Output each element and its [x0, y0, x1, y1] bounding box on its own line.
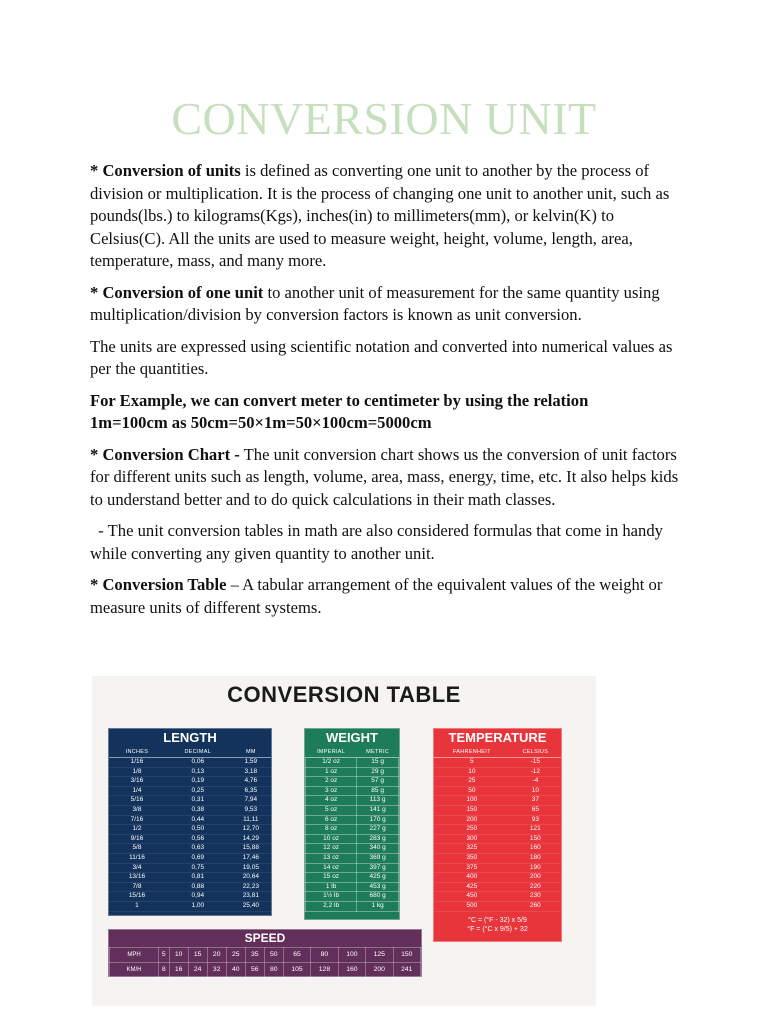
table-cell: 0,75 — [165, 863, 231, 873]
table-cell: 25 — [434, 777, 510, 787]
table-cell: 1 kg — [357, 901, 399, 911]
weight-header-row — [306, 747, 399, 758]
table-row — [306, 863, 399, 873]
table-cell: 15 g — [357, 758, 399, 768]
table-row — [434, 844, 561, 854]
mph-row — [110, 948, 421, 963]
length-header-row — [109, 747, 271, 758]
table-row — [306, 873, 399, 883]
table-cell: 57 g — [357, 777, 399, 787]
table-cell: 9,53 — [231, 805, 271, 815]
table-cell: 12,70 — [231, 825, 271, 835]
table-cell: 0,31 — [165, 796, 231, 806]
table-cell: 4,76 — [231, 777, 271, 787]
table-row — [306, 844, 399, 854]
table-cell: 25,40 — [231, 901, 271, 911]
speed-cell: 56 — [245, 963, 264, 978]
speed-cell: 8 — [159, 963, 170, 978]
table-cell: 220 — [510, 882, 561, 892]
table-cell: 1/2 — [109, 825, 165, 835]
table-row — [306, 777, 399, 787]
table-cell: 425 — [434, 882, 510, 892]
table-row — [306, 767, 399, 777]
speed-cell: 150 — [393, 948, 421, 963]
table-cell: 1/4 — [109, 786, 165, 796]
table-cell: -4 — [510, 777, 561, 787]
term: * Conversion of one unit — [90, 282, 264, 302]
table-cell: 0,81 — [165, 873, 231, 883]
column-header: CELSIUS — [510, 747, 561, 758]
speed-cell: 100 — [338, 948, 365, 963]
speed-cell: 80 — [311, 948, 338, 963]
table-cell: 0,69 — [165, 853, 231, 863]
table-row — [434, 796, 561, 806]
table-cell: 5/16 — [109, 796, 165, 806]
table-cell: 4 oz — [306, 796, 357, 806]
table-cell: 200 — [434, 815, 510, 825]
table-cell: 500 — [434, 901, 510, 911]
table-row — [434, 882, 561, 892]
table-row — [434, 815, 561, 825]
table-cell: 5 oz — [306, 805, 357, 815]
length-heading: LENGTH — [163, 730, 217, 745]
weight-panel — [304, 728, 400, 920]
table-cell: 121 — [510, 825, 561, 835]
table-row — [109, 834, 271, 844]
table-cell: 22,23 — [231, 882, 271, 892]
paragraph-text: to another unit of measurement for the same quantity using multiplication/division by conversion factors is known as unit conversion. — [90, 282, 660, 324]
table-cell: 10 oz — [306, 834, 357, 844]
table-cell: 150 — [434, 805, 510, 815]
speed-cell: 35 — [245, 948, 264, 963]
table-row — [306, 825, 399, 835]
table-row — [109, 873, 271, 883]
body-text — [90, 160, 690, 628]
table-cell: 19,05 — [231, 863, 271, 873]
weight-table — [305, 747, 399, 912]
table-cell: 93 — [510, 815, 561, 825]
table-row — [434, 853, 561, 863]
table-cell: 15 oz — [306, 873, 357, 883]
column-header: METRIC — [357, 747, 399, 758]
table-cell: 17,46 — [231, 853, 271, 863]
table-row — [434, 863, 561, 873]
table-cell: 3 oz — [306, 786, 357, 796]
table-cell: 113 g — [357, 796, 399, 806]
table-row — [306, 815, 399, 825]
table-cell: 5 — [434, 758, 510, 768]
speed-cell: 125 — [366, 948, 393, 963]
table-row — [434, 767, 561, 777]
speed-cell: 40 — [226, 963, 245, 978]
table-cell: 3/16 — [109, 777, 165, 787]
table-cell: 1/8 — [109, 767, 165, 777]
table-cell: 0,56 — [165, 834, 231, 844]
table-row — [109, 844, 271, 854]
temperature-header-row — [434, 747, 561, 758]
example-line-1: For Example, we can convert meter to centimeter by using the relation — [90, 390, 589, 410]
table-cell: 1,00 — [165, 901, 231, 911]
table-cell: 13 oz — [306, 853, 357, 863]
speed-cell: 16 — [169, 963, 188, 978]
table-cell: 6 oz — [306, 815, 357, 825]
speed-cell: 65 — [283, 948, 310, 963]
table-cell: -12 — [510, 767, 561, 777]
table-row — [434, 892, 561, 902]
table-cell: 680 g — [357, 892, 399, 902]
table-cell: 65 — [510, 805, 561, 815]
table-cell: 7,94 — [231, 796, 271, 806]
speed-cell: 5 — [159, 948, 170, 963]
table-cell: 1½ lb — [306, 892, 357, 902]
table-cell: 14,29 — [231, 834, 271, 844]
length-table — [109, 747, 271, 912]
table-cell: 9/16 — [109, 834, 165, 844]
table-cell: 11/16 — [109, 853, 165, 863]
table-cell: 283 g — [357, 834, 399, 844]
paragraph-example — [90, 390, 690, 435]
table-cell: 8 oz — [306, 825, 357, 835]
table-cell: 5/8 — [109, 844, 165, 854]
speed-cell: 32 — [207, 963, 226, 978]
table-cell: 250 — [434, 825, 510, 835]
speed-cell: 80 — [264, 963, 283, 978]
paragraph-scientific-notation: The units are expressed using scientific notation and converted into numerical values as per the quantities. — [90, 336, 673, 378]
table-cell: 450 — [434, 892, 510, 902]
speed-cell: 10 — [169, 948, 188, 963]
table-cell: 50 — [434, 786, 510, 796]
table-row — [306, 901, 399, 911]
table-cell: 7/16 — [109, 815, 165, 825]
column-header: INCHES — [109, 747, 165, 758]
table-cell: 453 g — [357, 882, 399, 892]
paragraph-conversion-chart — [90, 444, 690, 512]
table-cell: 14 oz — [306, 863, 357, 873]
table-cell: 300 — [434, 834, 510, 844]
example-line-2: 1m=100cm as 50cm=50×1m=50×100cm=5000cm — [90, 413, 432, 432]
table-cell: 0,88 — [165, 882, 231, 892]
table-cell: 15,88 — [231, 844, 271, 854]
term: * Conversion Chart - — [90, 444, 240, 464]
table-row — [109, 796, 271, 806]
table-cell: 325 — [434, 844, 510, 854]
table-row — [434, 834, 561, 844]
length-panel — [108, 728, 272, 916]
table-cell: 350 — [434, 853, 510, 863]
table-cell: 6,35 — [231, 786, 271, 796]
weight-rows — [306, 758, 399, 912]
table-cell: 0,44 — [165, 815, 231, 825]
table-cell: 180 — [510, 853, 561, 863]
table-cell: 0,19 — [165, 777, 231, 787]
temperature-table — [434, 747, 561, 912]
table-cell: 0,38 — [165, 805, 231, 815]
conversion-table-image — [92, 676, 596, 1006]
fahrenheit-formula: °F = (°C x 9/5) + 32 — [467, 925, 528, 933]
table-cell: 100 — [434, 796, 510, 806]
table-cell: 2,2 lb — [306, 901, 357, 911]
table-cell: 37 — [510, 796, 561, 806]
table-cell: 397 g — [357, 863, 399, 873]
table-cell: 160 — [510, 844, 561, 854]
table-cell: 11,11 — [231, 815, 271, 825]
table-row — [434, 786, 561, 796]
paragraph-text: The unit conversion chart shows us the conversion of unit factors for different units such as length, volume, area, mass, energy, time, etc. It also helps kids to understand better and to do quick calculations in their math classes. — [90, 444, 679, 509]
table-cell: 1 lb — [306, 882, 357, 892]
table-row — [109, 805, 271, 815]
speed-cell: 20 — [207, 948, 226, 963]
table-cell: 340 g — [357, 844, 399, 854]
table-cell: -15 — [510, 758, 561, 768]
table-cell: 7/8 — [109, 882, 165, 892]
table-cell: 85 g — [357, 786, 399, 796]
speed-cell: 105 — [283, 963, 310, 978]
table-cell: 10 — [510, 786, 561, 796]
term: * Conversion of units — [90, 161, 241, 180]
table-cell: 3/4 — [109, 863, 165, 873]
table-cell: 150 — [510, 834, 561, 844]
table-cell: 230 — [510, 892, 561, 902]
speed-cell: 50 — [264, 948, 283, 963]
speed-cell: 160 — [338, 963, 365, 978]
table-row — [434, 777, 561, 787]
term: * Conversion Table — [90, 575, 227, 594]
table-cell: 1/2 oz — [306, 758, 357, 768]
temperature-formulas — [434, 912, 561, 934]
table-cell: 190 — [510, 863, 561, 873]
table-row — [109, 825, 271, 835]
table-row — [109, 815, 271, 825]
speed-cell: 24 — [188, 963, 207, 978]
paragraph-conversion-of-units — [90, 160, 690, 273]
temperature-rows — [434, 758, 561, 912]
paragraph-conversion-of-one-unit — [90, 282, 690, 327]
table-row — [109, 758, 271, 768]
column-header: FAHRENHEIT — [434, 747, 510, 758]
mph-label: MPH — [110, 948, 159, 963]
temperature-panel — [433, 728, 562, 942]
speed-cell: 128 — [311, 963, 338, 978]
table-row — [109, 853, 271, 863]
table-cell: 200 — [510, 873, 561, 883]
temperature-heading: TEMPERATURE — [448, 730, 547, 745]
table-cell: 13/16 — [109, 873, 165, 883]
speed-cell: 241 — [393, 963, 421, 978]
table-cell: 0,06 — [165, 758, 231, 768]
kmh-row — [110, 963, 421, 978]
table-row — [434, 805, 561, 815]
table-cell: 1 — [109, 901, 165, 911]
table-cell: 0,94 — [165, 892, 231, 902]
table-row — [306, 786, 399, 796]
table-row — [109, 767, 271, 777]
table-cell: 0,13 — [165, 767, 231, 777]
paragraph-conversion-table — [90, 574, 690, 619]
table-cell: 0,50 — [165, 825, 231, 835]
table-cell: 15/16 — [109, 892, 165, 902]
speed-cell: 25 — [226, 948, 245, 963]
table-row — [434, 901, 561, 911]
page-title: CONVERSION UNIT — [171, 93, 597, 144]
paragraph-text: is defined as converting one unit to another by the process of division or multiplication. It is the process of changing one unit to another unit, such as pounds(lbs.) to kilograms(Kgs), inches(in) to millimeters(mm), or kelvin(K) to Celsius(C). All the units are used to measure weight, height, volume, length, area, temperature, mass, and many more. — [90, 161, 670, 270]
length-rows — [109, 758, 271, 912]
table-cell: 29 g — [357, 767, 399, 777]
table-cell: 375 — [434, 863, 510, 873]
table-cell: 1 oz — [306, 767, 357, 777]
table-row — [306, 882, 399, 892]
table-cell: 0,25 — [165, 786, 231, 796]
table-row — [306, 758, 399, 768]
celsius-formula: °C = (°F - 32) x 5/9 — [468, 916, 527, 924]
paragraph-conversion-tables: - The unit conversion tables in math are also considered formulas that come in handy while converting any given quantity to another unit. — [90, 521, 668, 563]
paragraph-text: – A tabular arrangement of the equivalent values of the weight or measure units of different systems. — [90, 575, 663, 617]
table-cell: 400 — [434, 873, 510, 883]
speed-cell: 15 — [188, 948, 207, 963]
table-row — [109, 863, 271, 873]
table-cell: 1/16 — [109, 758, 165, 768]
speed-table — [109, 947, 421, 978]
table-row — [306, 834, 399, 844]
table-row — [109, 786, 271, 796]
column-header: MM — [231, 747, 271, 758]
table-cell: 3,18 — [231, 767, 271, 777]
table-cell: 170 g — [357, 815, 399, 825]
table-row — [434, 758, 561, 768]
table-cell: 12 oz — [306, 844, 357, 854]
table-cell: 3/8 — [109, 805, 165, 815]
table-row — [306, 805, 399, 815]
table-cell: 0,63 — [165, 844, 231, 854]
column-header: DECIMAL — [165, 747, 231, 758]
column-header: IMPERIAL — [306, 747, 357, 758]
table-cell: 141 g — [357, 805, 399, 815]
weight-heading: WEIGHT — [326, 730, 378, 745]
table-row — [109, 882, 271, 892]
table-row — [306, 853, 399, 863]
speed-cell: 200 — [366, 963, 393, 978]
table-row — [306, 796, 399, 806]
conversion-table-title: CONVERSION TABLE — [227, 682, 461, 707]
table-cell: 2 oz — [306, 777, 357, 787]
table-cell: 260 — [510, 901, 561, 911]
table-row — [109, 892, 271, 902]
table-row — [434, 825, 561, 835]
speed-panel — [108, 929, 422, 977]
table-cell: 425 g — [357, 873, 399, 883]
table-cell: 23,81 — [231, 892, 271, 902]
table-cell: 20,64 — [231, 873, 271, 883]
table-row — [434, 873, 561, 883]
table-row — [306, 892, 399, 902]
kmh-label: KM/H — [110, 963, 159, 978]
speed-heading: SPEED — [244, 931, 286, 945]
table-row — [109, 777, 271, 787]
table-cell: 10 — [434, 767, 510, 777]
table-cell: 1,59 — [231, 758, 271, 768]
table-row — [109, 901, 271, 911]
table-cell: 369 g — [357, 853, 399, 863]
table-cell: 227 g — [357, 825, 399, 835]
